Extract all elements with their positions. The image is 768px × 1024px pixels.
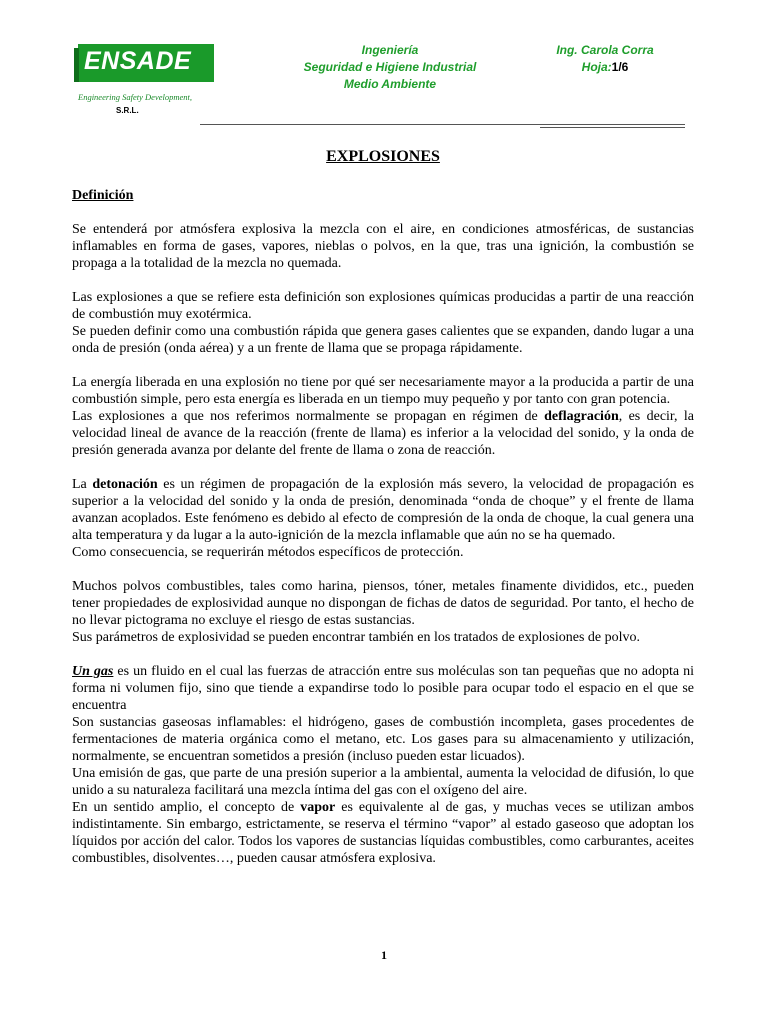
deflagration-term: deflagración <box>544 409 619 424</box>
detonation-pre: La <box>72 477 93 492</box>
section-title: Definición <box>72 188 134 203</box>
page-header <box>0 0 768 135</box>
deflagration-pre: Las explosiones a que nos referimos normalmente se propagan en régimen de <box>72 409 545 424</box>
header-author-block <box>540 42 670 76</box>
paragraph-detonation <box>72 476 694 544</box>
header-divider <box>200 124 685 125</box>
paragraph-gas-substances: Son sustancias gaseosas inflamables: el hidrógeno, gases de combustión incompleta, gases procedentes de fermentaciones de materia orgánica como el metano, etc. Los gases para su almacenamiento y utilización, normalmente, se encuentran sometidos a presión (incluso pueden estar licuados). <box>72 715 694 764</box>
paragraph-definition: Se entenderá por atmósfera explosiva la mezcla con el aire, en condiciones atmosféricas, de sustancias inflamables en forma de gases, vapores, nieblas o polvos, en la que, tras una ignición, la combustión se propaga a la totalidad de la mezcla no quemada. <box>72 222 694 271</box>
detonation-term: detonación <box>92 477 158 492</box>
paragraph-combustion: Se pueden definir como una combustión rápida que genera gases calientes que se expanden, dando lugar a una onda de presión (onda aérea) y a un frente de llama que se propaga rápidamente. <box>72 324 694 356</box>
header-line-2: Seguridad e Higiene Industrial <box>303 60 477 74</box>
paragraph-dust-params: Sus parámetros de explosividad se pueden encontrar también en los tratados de explosiones de polvo. <box>72 630 641 645</box>
paragraph-gas <box>72 663 694 714</box>
paragraph-deflagration <box>72 408 694 459</box>
logo-tagline: Engineering Safety Development, <box>78 92 193 102</box>
paragraph-vapor <box>72 799 694 867</box>
document-body <box>72 148 694 867</box>
paragraph-gas-emission: Una emisión de gas, que parte de una presión superior a la ambiental, aumenta la velocidad de difusión, lo que unido a su naturaleza facilitará una mezcla íntima del gas con el oxígeno del aire. <box>72 766 694 798</box>
vapor-term: vapor <box>300 800 336 815</box>
paragraph-chemical: Las explosiones a que se refiere esta definición son explosiones químicas producidas a partir de una reacción de combustión muy exotérmica. <box>72 290 694 322</box>
deflagration-post: , es decir, la velocidad lineal de avance de la reacción (frente de llama) es inferior a la velocidad del sonido, y la onda de presión generada avanza por delante del frente de llama o zona de reacción. <box>72 409 695 458</box>
header-divider-secondary <box>540 127 685 128</box>
gas-definition: es un fluido en el cual las fuerzas de atracción entre sus moléculas son tan pequeñas que no adopta ni forma ni volumen fijo, sino que tiende a expandirse todo lo posible para ocupar todo el espacio en el que se encuentra <box>72 664 694 713</box>
header-author: Ing. Carola Corra <box>556 43 654 57</box>
vapor-post: es equivalente al de gas, y muchas veces se utilizan ambos indistintamente. Sin embargo, estrictamente, se reserva el término “vapor” al estado gaseoso que adoptan los líquidos por acción del calor. Todos los vapores de sustancias líquidas combustibles, como carburantes, aceites combustibles, disolventes…, pueden causar atmósfera explosiva. <box>72 800 694 866</box>
sheet-label: Hoja: <box>581 60 612 74</box>
company-logo <box>78 44 214 82</box>
paragraph-consequence: Como consecuencia, se requerirán métodos específicos de protección. <box>72 545 464 560</box>
vapor-pre: En un sentido amplio, el concepto de <box>72 800 301 815</box>
header-sheet <box>540 59 670 76</box>
paragraph-dust: Muchos polvos combustibles, tales como harina, piensos, tóner, metales finamente divididos, etc., pueden tener propiedades de explosividad aunque no dispongan de fichas de datos de seguridad. Por tanto, el hecho de no llevar pictograma no excluye el riesgo de estas sustancias. <box>72 579 694 628</box>
document-title: EXPLOSIONES <box>326 148 440 165</box>
logo-srl: S.R.L. <box>116 106 139 115</box>
logo-text: ENSADE <box>84 47 192 75</box>
detonation-post: es un régimen de propagación de la explosión más severo, la velocidad de propagación es superior a la velocidad del sonido y la onda de presión, denominada “onda de choque” y el frente de llama avanzan acoplados. Este fenómeno es debido al efecto de compresión de la onda de choque, la cual genera una alta temperatura y da lugar a la auto-ignición de la mezcla inflamable que aún no se ha quemado. <box>72 477 694 543</box>
sheet-number: 1/6 <box>611 60 629 74</box>
header-line-1: Ingeniería <box>361 43 419 57</box>
header-department <box>280 42 500 93</box>
page-number: 1 <box>381 948 387 962</box>
paragraph-energy: La energía liberada en una explosión no tiene por qué ser necesariamente mayor a la producida a partir de una combustión simple, pero esta energía es liberada en un tiempo muy pequeño y por tanto con gran potencia. <box>72 375 694 407</box>
header-line-3: Medio Ambiente <box>343 77 437 91</box>
gas-term: Un gas <box>72 664 114 679</box>
